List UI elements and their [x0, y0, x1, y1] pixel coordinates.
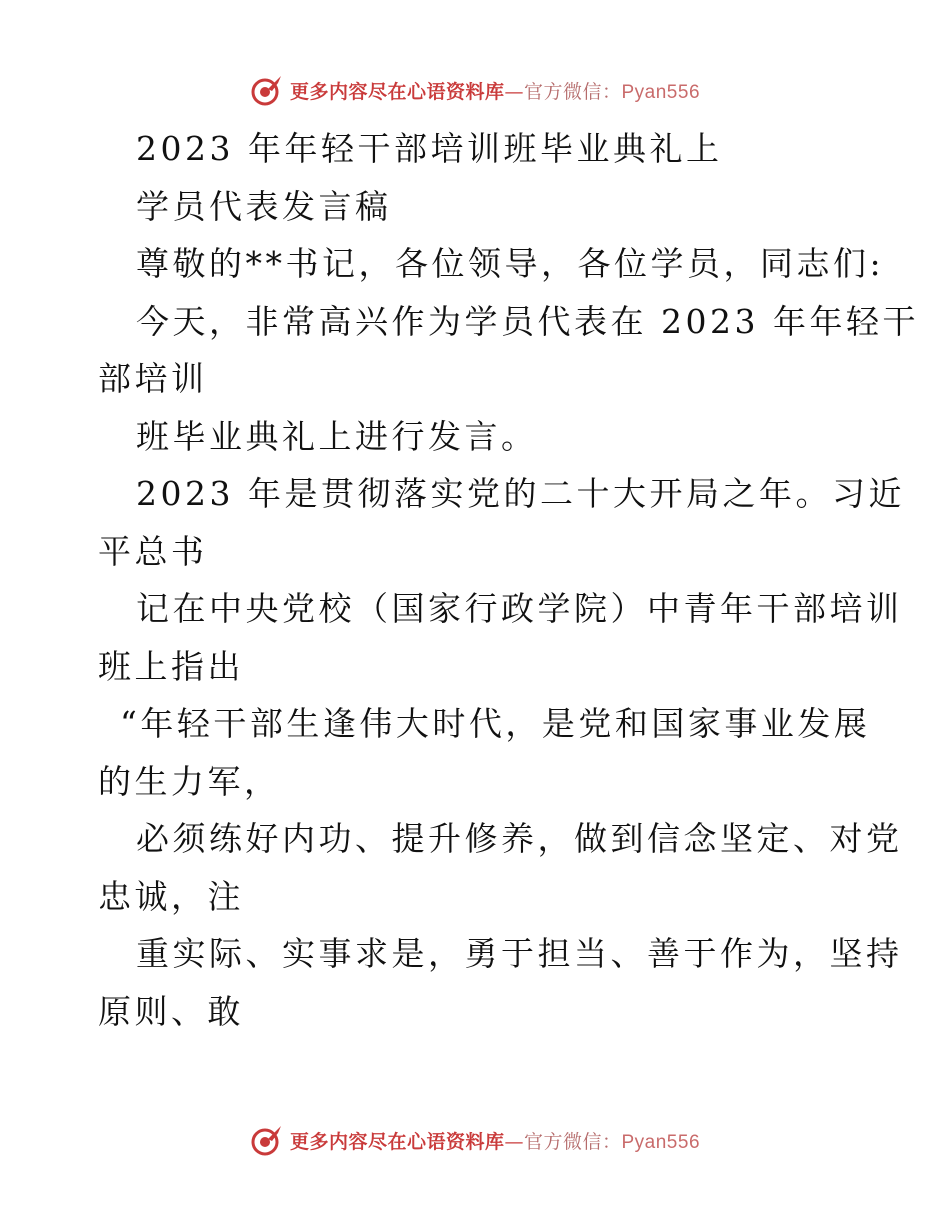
watermark-text: [290, 1127, 700, 1154]
doc-line: 必须练好内功、提升修养，做到信念坚定、对党: [136, 819, 903, 858]
watermark-wechat-label: 官方微信：: [523, 1130, 622, 1153]
watermark-wechat-label: 官方微信：: [523, 80, 622, 103]
doc-title-line-2: 学员代表发言稿: [136, 186, 392, 226]
doc-line: “年轻干部生逢伟大时代，是党和国家事业发展: [120, 704, 871, 743]
doc-title-line-1: 2023 年年轻干部培训班毕业典礼上: [136, 129, 723, 168]
watermark-text: [290, 77, 700, 104]
header-watermark: [0, 70, 950, 110]
doc-line: 班上指出: [98, 646, 244, 686]
doc-salutation: 尊敬的**书记，各位领导，各位学员，同志们:: [136, 244, 885, 283]
doc-line: 重实际、实事求是，勇于担当、善于作为，坚持: [136, 934, 903, 973]
quill-logo-icon: [250, 73, 284, 107]
doc-line: 忠诚，注: [98, 876, 244, 916]
doc-line: 今天，非常高兴作为学员代表在 2023 年年轻干: [136, 301, 919, 341]
footer-watermark: [0, 1120, 950, 1160]
watermark-dash: —: [504, 1130, 524, 1153]
doc-line: 平总书: [98, 531, 208, 571]
document-body: [98, 120, 919, 1040]
watermark-dash: —: [504, 80, 524, 103]
watermark-wechat-id: Pyan556: [621, 1131, 701, 1153]
doc-line: 班毕业典礼上进行发言。: [136, 416, 538, 456]
doc-line: 记在中央党校（国家行政学院）中青年干部培训: [136, 589, 903, 628]
watermark-main: 更多内容尽在心语资料库: [289, 80, 505, 103]
doc-line: 2023 年是贯彻落实党的二十大开局之年。习近: [136, 474, 905, 513]
doc-line: 的生力军，: [98, 761, 281, 801]
quill-logo-icon: [250, 1123, 284, 1157]
watermark-main: 更多内容尽在心语资料库: [289, 1130, 505, 1153]
watermark-wechat-id: Pyan556: [621, 81, 701, 103]
doc-line: 部培训: [98, 359, 208, 398]
doc-line: 原则、敢: [98, 991, 244, 1031]
